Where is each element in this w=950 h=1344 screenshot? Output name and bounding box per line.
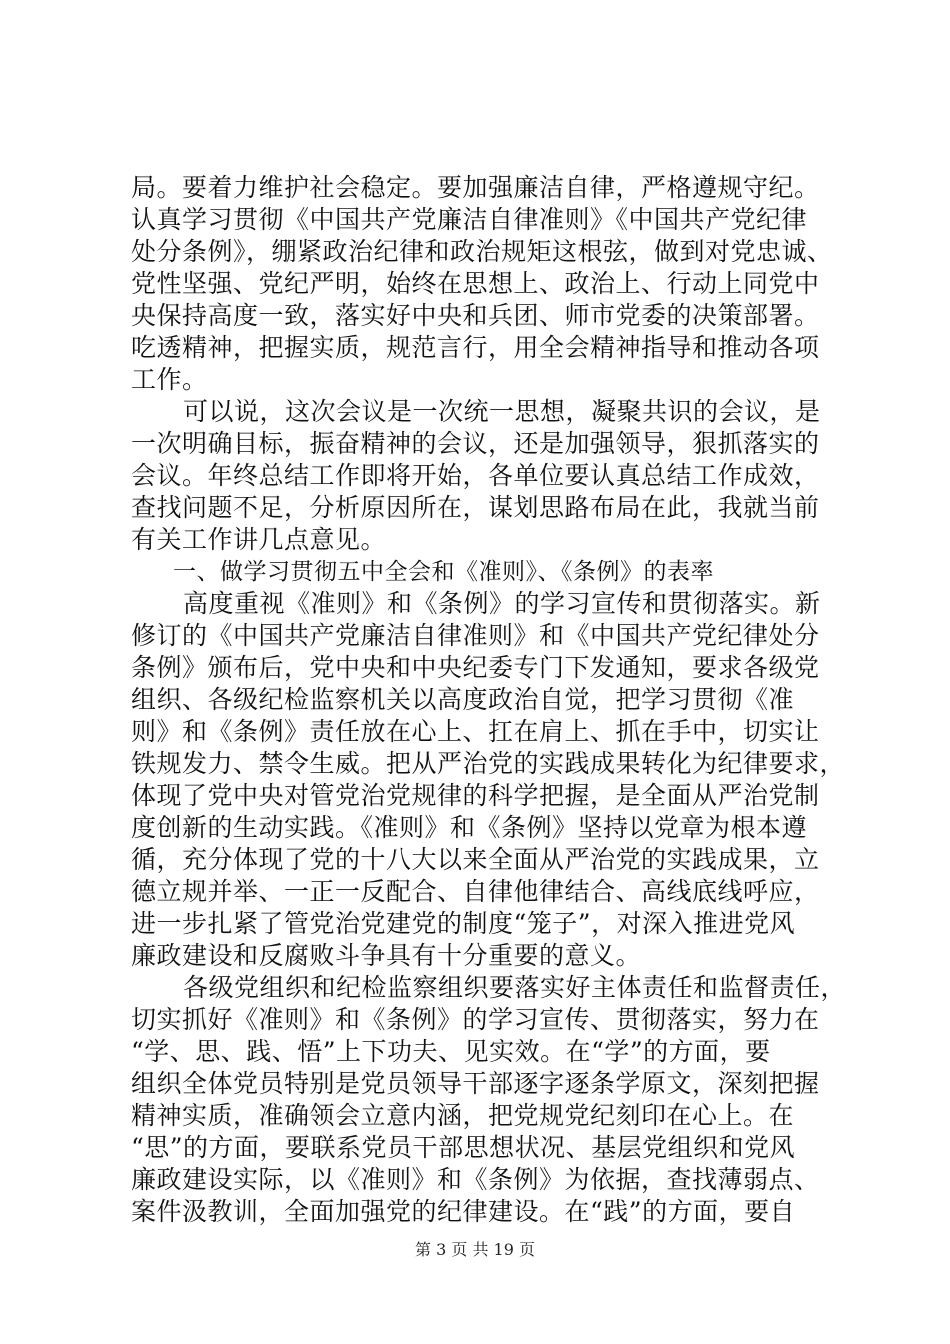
text-line: 体现了党中央对管党治党规律的科学把握，是全面从严治党制: [131, 781, 820, 810]
text-line: 查找问题不足，分析原因所在，谋划思路布局在此，我就当前: [131, 493, 820, 522]
paragraph-first-line: 高度重视《准则》和《条例》的学习宣传和贯彻落实。新: [183, 589, 821, 618]
text-line: 修订的《中国共产党廉洁自律准则》和《中国共产党纪律处分: [131, 621, 820, 650]
paragraph-first-line: 可以说，这次会议是一次统一思想，凝聚共识的会议，是: [183, 397, 821, 426]
text-line: 一次明确目标，振奋精神的会议，还是加强领导，狠抓落实的: [131, 429, 820, 458]
text-line: 精神实质，准确领会立意内涵，把党规党纪刻印在心上。在: [131, 1101, 795, 1130]
text-line: 德立规并举、一正一反配合、自律他律结合、高线底线呼应，: [131, 877, 820, 906]
text-line: 切实抓好《准则》和《条例》的学习宣传、贯彻落实，努力在: [131, 1005, 820, 1034]
text-line: 度创新的生动实践。《准则》和《条例》坚持以党章为根本遵: [131, 813, 808, 842]
page-number-label: 第 3 页 共 19 页: [415, 1240, 535, 1259]
text-line: 党性坚强、党纪严明，始终在思想上、政治上、行动上同党中: [131, 269, 820, 298]
text-line: 有关工作讲几点意见。: [131, 525, 387, 554]
text-line: 组织全体党员特别是党员领导干部逐字逐条学原文，深刻把握: [131, 1069, 820, 1098]
text-line: 会议。年终总结工作即将开始，各单位要认真总结工作成效，: [131, 461, 820, 490]
text-line: 廉政建设和反腐败斗争具有十分重要的意义。: [131, 941, 642, 970]
text-line: “思”的方面，要联系党员干部思想状况、基层党组织和党风: [131, 1133, 796, 1162]
text-line: 吃透精神，把握实质，规范言行，用全会精神指导和推动各项: [131, 333, 820, 362]
document-body: [131, 172, 847, 1228]
text-line: 案件汲教训，全面加强党的纪律建设。在“践”的方面，要自: [131, 1197, 796, 1226]
text-line: 铁规发力、禁令生威。把从严治党的实践成果转化为纪律要求，: [131, 749, 846, 778]
section-heading: 一、做学习贯彻五中全会和《准则》、《条例》的表率: [173, 559, 714, 585]
page-footer: [0, 1240, 950, 1260]
text-line: 局。要着力维护社会稳定。要加强廉洁自律，严格遵规守纪。: [131, 173, 820, 202]
text-line: 处分条例》，绷紧政治纪律和政治规矩这根弦，做到对党忠诚、: [131, 237, 833, 266]
text-line: 央保持高度一致，落实好中央和兵团、师市党委的决策部署。: [131, 301, 820, 330]
paragraph-first-line: 各级党组织和纪检监察组织要落实好主体责任和监督责任，: [183, 973, 847, 1002]
text-line: “学、思、践、悟”上下功夫、见实效。在“学”的方面，要: [131, 1037, 771, 1066]
text-line: 组织、各级纪检监察机关以高度政治自觉，把学习贯彻《准: [131, 685, 795, 714]
text-line: 廉政建设实际，以《准则》和《条例》为依据，查找薄弱点、: [131, 1165, 820, 1194]
text-line: 认真学习贯彻《中国共产党廉洁自律准则》《中国共产党纪律: [131, 205, 808, 234]
text-line: 则》和《条例》责任放在心上、扛在肩上、抓在手中，切实让: [131, 717, 820, 746]
text-line: 条例》颁布后，党中央和中央纪委专门下发通知，要求各级党: [131, 653, 820, 682]
text-line: 循，充分体现了党的十八大以来全面从严治党的实践成果，立: [131, 845, 820, 874]
text-line: 工作。: [131, 365, 208, 394]
text-line: 进一步扎紧了管党治党建党的制度“笼子”，对深入推进党风: [131, 909, 796, 938]
